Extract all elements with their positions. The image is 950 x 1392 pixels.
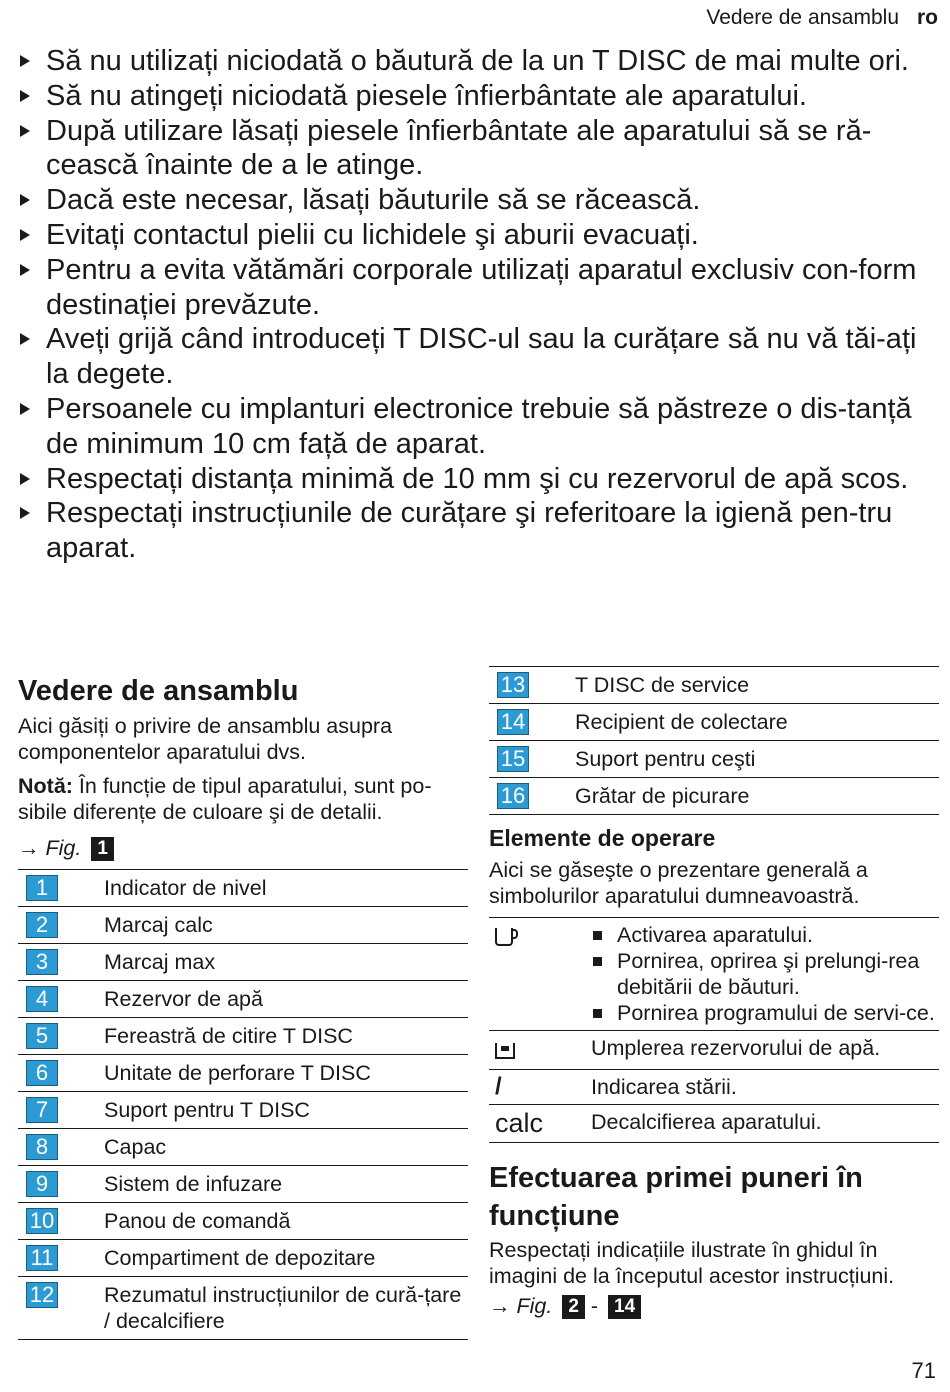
part-number-badge: 5 xyxy=(26,1023,58,1049)
part-number-badge: 6 xyxy=(26,1060,58,1086)
language-code: ro xyxy=(917,6,938,29)
table-row xyxy=(18,1166,468,1203)
part-label: Marcaj calc xyxy=(104,913,213,938)
safety-bullet: După utilizare lăsați piesele înfierbântate ale aparatului să se ră-cească înainte de a le atinge. xyxy=(18,114,933,184)
cup-icon xyxy=(495,928,513,946)
table-row xyxy=(489,704,939,741)
table-row xyxy=(18,944,468,981)
part-number-badge: 8 xyxy=(26,1134,58,1160)
table-row xyxy=(18,1277,468,1340)
safety-bullet: Respectați instrucțiunile de curățare şi referitoare la igienă pen-tru aparat. xyxy=(18,496,933,566)
bullet-triangle-icon xyxy=(20,473,30,485)
overview-intro: Aici găsiți o privire de ansamblu asupra componentelor aparatului dvs. xyxy=(18,714,393,764)
part-number-badge: 14 xyxy=(497,709,529,735)
header-title: Vedere de ansamblu xyxy=(706,6,899,29)
list-item: Activarea aparatului. xyxy=(591,922,939,948)
part-label: Panou de comandă xyxy=(104,1209,291,1234)
safety-bullet: Respectați distanța minimă de 10 mm şi cu rezervorul de apă scos. xyxy=(18,462,933,497)
bullet-triangle-icon xyxy=(20,264,30,276)
safety-bullet: Aveți grijă când introduceți T DISC-ul sau la curățare să nu vă tăi-ați la degete. xyxy=(18,322,933,392)
part-number-badge: 16 xyxy=(497,783,529,809)
part-number-badge: 1 xyxy=(26,875,58,901)
part-label: Sistem de infuzare xyxy=(104,1172,283,1197)
table-row xyxy=(18,981,468,1018)
part-label: Rezumatul instrucțiunilor de cură-țare / decalcifiere xyxy=(104,1283,462,1334)
table-row xyxy=(18,1092,468,1129)
controls-heading: Elemente de operare xyxy=(489,825,716,851)
table-row xyxy=(489,918,939,1031)
bullet-triangle-icon xyxy=(20,194,30,206)
part-number-badge: 3 xyxy=(26,949,58,975)
part-label: Indicator de nivel xyxy=(104,876,267,901)
table-row xyxy=(489,667,939,704)
page-number: 71 xyxy=(911,1358,936,1383)
table-row xyxy=(489,778,939,815)
part-number-badge: 11 xyxy=(26,1245,58,1271)
figure-reference: → Fig. 1 xyxy=(18,835,468,861)
bullet-triangle-icon xyxy=(20,125,30,137)
overview-heading: Vedere de ansamblu xyxy=(18,675,299,707)
bullet-triangle-icon xyxy=(20,403,30,415)
figure-number: 14 xyxy=(608,1295,641,1319)
table-row xyxy=(489,1031,939,1070)
part-label: Compartiment de depozitare xyxy=(104,1246,376,1271)
safety-bullet: Persoanele cu implanturi electronice trebuie să păstreze o dis-tanță de minimum 10 cm față de aparat. xyxy=(18,392,933,462)
bullet-triangle-icon xyxy=(20,333,30,345)
safety-bullet: Dacă este necesar, lăsați băuturile să se răcească. xyxy=(18,183,933,218)
figure-range-reference: → Fig. 2 - 14 xyxy=(489,1293,939,1319)
table-row xyxy=(18,907,468,944)
parts-table-right xyxy=(489,666,939,815)
part-label: Suport pentru ceşti xyxy=(575,747,756,771)
running-header xyxy=(706,6,938,30)
square-bullet-icon xyxy=(593,931,602,940)
figure-number: 1 xyxy=(91,837,114,861)
status-label: Indicarea stării. xyxy=(591,1075,737,1099)
part-label: Rezervor de apă xyxy=(104,987,263,1012)
part-number-badge: 2 xyxy=(26,912,58,938)
safety-bullet: Să nu utilizați niciodată o băutură de la un T DISC de mai multe ori. xyxy=(18,44,933,79)
part-number-badge: 12 xyxy=(26,1282,58,1308)
list-item: Pornirea, oprirea şi prelungi-rea debitării de băuturi. xyxy=(591,948,939,1000)
arrow-icon: → xyxy=(489,1294,511,1318)
calc-symbol: calc xyxy=(495,1108,544,1138)
controls-column xyxy=(489,666,939,1319)
part-number-badge: 10 xyxy=(26,1208,58,1234)
part-label: Grătar de picurare xyxy=(575,784,750,808)
part-label: Recipient de colectare xyxy=(575,710,788,734)
controls-intro: Aici se găseşte o prezentare generală a simbolurilor aparatului dumneavoastră. xyxy=(489,858,868,908)
table-row xyxy=(489,1105,939,1143)
part-label: Fereastră de citire T DISC xyxy=(104,1024,353,1049)
table-row xyxy=(18,1240,468,1277)
part-number-badge: 4 xyxy=(26,986,58,1012)
table-row xyxy=(489,741,939,778)
table-row xyxy=(18,1203,468,1240)
part-label: Capac xyxy=(104,1135,167,1160)
status-icon: / xyxy=(495,1073,502,1100)
table-row xyxy=(18,1055,468,1092)
controls-table xyxy=(489,917,939,1143)
table-row xyxy=(18,870,468,907)
calc-label: Decalcifierea aparatului. xyxy=(591,1110,822,1134)
first-use-heading: Efectuarea primei puneri în funcțiune xyxy=(489,1162,863,1232)
part-label: Unitate de perforare T DISC xyxy=(104,1061,371,1086)
part-label: Marcaj max xyxy=(104,950,216,975)
overview-note: Notă: În funcție de tipul aparatului, sunt po-sibile diferențe de culoare şi de detalii. xyxy=(18,774,432,824)
bullet-triangle-icon xyxy=(20,229,30,241)
square-bullet-icon xyxy=(593,1009,602,1018)
safety-bullet-list xyxy=(18,44,933,566)
safety-bullet: Să nu atingeți niciodată piesele înfierbântate ale aparatului. xyxy=(18,79,933,114)
table-row xyxy=(18,1018,468,1055)
part-number-badge: 9 xyxy=(26,1171,58,1197)
part-number-badge: 13 xyxy=(497,672,529,698)
parts-table-left xyxy=(18,869,468,1340)
safety-bullet: Pentru a evita vătămări corporale utilizați aparatul exclusiv con-form destinației prevăzute. xyxy=(18,253,933,323)
water-tank-icon xyxy=(495,1043,515,1059)
part-label: T DISC de service xyxy=(575,673,750,697)
square-bullet-icon xyxy=(593,957,602,966)
bullet-triangle-icon xyxy=(20,55,30,67)
part-number-badge: 15 xyxy=(497,746,529,772)
safety-bullet: Evitați contactul pielii cu lichidele şi aburii evacuați. xyxy=(18,218,933,253)
bullet-triangle-icon xyxy=(20,507,30,519)
figure-number: 2 xyxy=(562,1295,585,1319)
part-label: Suport pentru T DISC xyxy=(104,1098,310,1123)
part-number-badge: 7 xyxy=(26,1097,58,1123)
tank-label: Umplerea rezervorului de apă. xyxy=(591,1036,881,1060)
table-row xyxy=(18,1129,468,1166)
power-function-list xyxy=(591,922,939,1026)
table-row xyxy=(489,1070,939,1105)
overview-column xyxy=(18,673,468,1340)
list-item: Pornirea programului de servi-ce. xyxy=(591,1000,939,1026)
bullet-triangle-icon xyxy=(20,90,30,102)
arrow-icon: → xyxy=(18,836,40,860)
first-use-text: Respectați indicațiile ilustrate în ghidul în imagini de la începutul acestor instrucțiuni. xyxy=(489,1238,895,1288)
